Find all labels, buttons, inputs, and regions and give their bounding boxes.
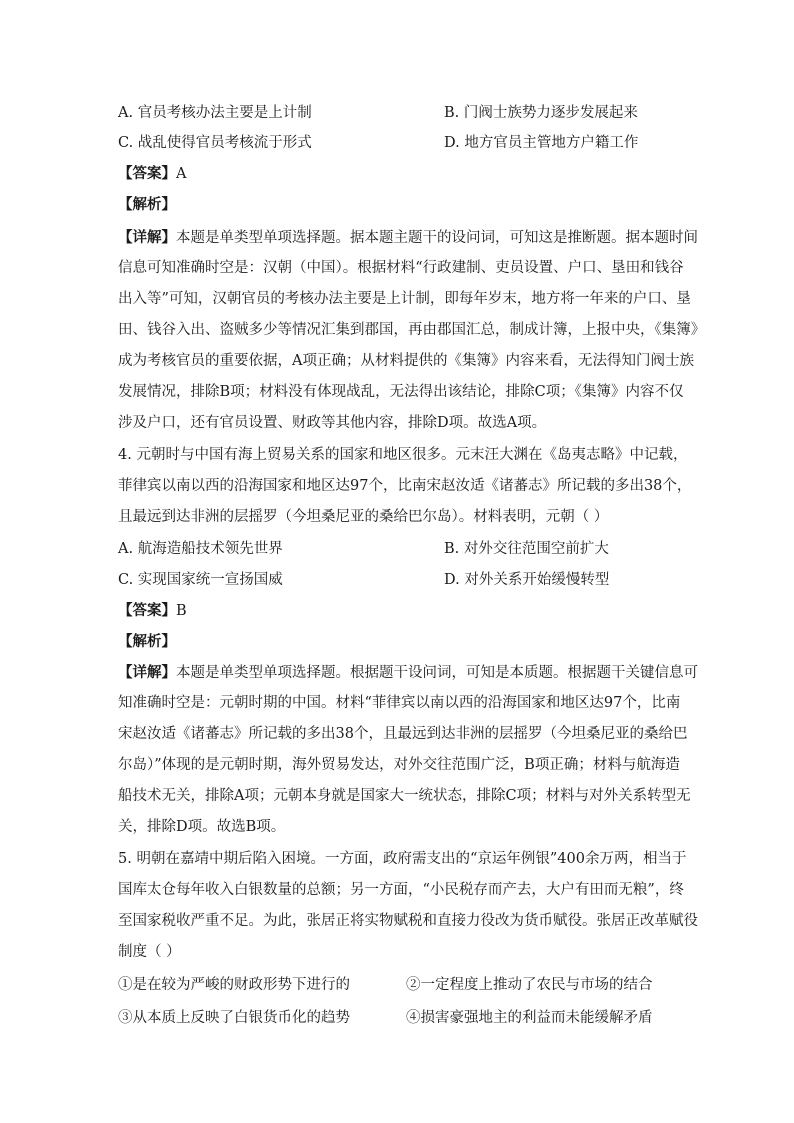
answer-tag: 【答案】: [118, 165, 176, 182]
q4-option-b[interactable]: B. 对外交往范围空前扩大: [444, 541, 609, 557]
analysis-tag: 【解析】: [118, 196, 176, 213]
explanation-line: 发展情况，排除B项；材料没有体现战乱，无法得出该结论，排除C项；《集簿》内容不仅: [118, 384, 684, 400]
stem-line: 国库太仓每年收入白银数量的总额；另一方面，“小民税存而产去，大户有田而无粮”，终: [118, 882, 684, 898]
detail-tag: 【详解】: [118, 229, 176, 246]
detail-tag: 【详解】: [118, 664, 176, 681]
q4-analysis-heading: [118, 632, 176, 652]
q5-item-3[interactable]: ③从本质上反映了白银货币化的趋势: [118, 1010, 350, 1026]
explanation-line: 宋赵汝适《诸蕃志》所记载的多出38个，且最远到达非洲的层摇罗（今坦桑尼亚的桑给巴: [118, 726, 688, 742]
explanation-line: 关，排除D项。故选B项。: [118, 819, 286, 835]
q4-stem: [118, 440, 692, 533]
q3-option-c[interactable]: C. 战乱使得官员考核流于形式: [118, 135, 312, 151]
q5-item-2[interactable]: ②一定程度上推动了农民与市场的结合: [406, 977, 653, 993]
q4-option-c[interactable]: C. 实现国家统一宣扬国威: [118, 572, 283, 588]
analysis-tag: 【解析】: [118, 633, 176, 650]
stem-line: 5. 明朝在嘉靖中期后陷入困境。一方面，政府需支出的“京运年例银”400余万两，相当于: [118, 851, 687, 867]
stem-line: 且最远到达非洲的层摇罗（今坦桑尼亚的桑给巴尔岛）。材料表明，元朝（ ）: [118, 509, 609, 525]
stem-line: 制度（ ）: [118, 944, 181, 960]
explanation-line: 知准确时空是：元朝时期的中国。材料“菲律宾以南以西的沿海国家和地区达97个，比南: [118, 695, 681, 711]
q3-answer: [118, 164, 186, 184]
stem-line: 菲律宾以南以西的沿海国家和地区达97个，比南宋赵汝适《诸蕃志》所记载的多出38个，: [118, 478, 692, 494]
explanation-line: 信息可知准确时空是：汉朝（中国）。根据材料“行政建制、吏员设置、户口、垦田和钱谷: [118, 260, 684, 276]
q4-explanation: [118, 657, 698, 843]
q5-item-1[interactable]: ①是在较为严峻的财政形势下进行的: [118, 977, 350, 993]
q3-analysis-heading: [118, 195, 176, 215]
explanation-line: 【详解】本题是单类型单项选择题。据本题主题干的设问词，可知这是推断题。据本题时间: [118, 229, 698, 246]
answer-value: B: [176, 603, 187, 619]
answer-tag: 【答案】: [118, 602, 176, 619]
explanation-line: 船技术无关，排除A项；元朝本身就是国家大一统状态，排除C项；材料与对外关系转型无: [118, 788, 691, 804]
q3-option-d[interactable]: D. 地方官员主管地方户籍工作: [444, 135, 639, 151]
q5-item-4[interactable]: ④损害豪强地主的利益而未能缓解矛盾: [406, 1010, 653, 1026]
answer-value: A: [176, 166, 187, 182]
explanation-line: 成为考核官员的重要依据，A项正确；从材料提供的《集簿》内容来看，无法得知门阀士族: [118, 353, 694, 369]
q4-answer: [118, 601, 187, 621]
q5-stem: [118, 844, 698, 968]
q4-option-a[interactable]: A. 航海造船技术领先世界: [118, 541, 283, 557]
explanation-line: 【详解】本题是单类型单项选择题。根据题干设问词，可知是本质题。根据题干关键信息可: [118, 664, 698, 681]
explanation-line: 出入等”可知，汉朝官员的考核办法主要是上计制，即每年岁末，地方将一年来的户口、垦: [118, 291, 691, 307]
explanation-line: 田、钱谷入出、盗贼多少等情况汇集到郡国，再由郡国汇总，制成计簿，上报中央，《集簿》: [118, 322, 706, 338]
q3-option-a[interactable]: A. 官员考核办法主要是上计制: [118, 105, 312, 121]
explanation-line: 涉及户口，还有官员设置、财政等其他内容，排除D项。故选A项。: [118, 415, 547, 431]
q4-option-d[interactable]: D. 对外关系开始缓慢转型: [444, 572, 610, 588]
stem-line: 至国家税收严重不足。为此，张居正将实物赋税和直接力役改为货币赋役。张居正改革赋役: [118, 913, 698, 929]
stem-line: 4. 元朝时与中国有海上贸易关系的国家和地区很多。元末汪大渊在《岛夷志略》中记载，: [118, 447, 688, 463]
q3-option-b[interactable]: B. 门阀士族势力逐步发展起来: [444, 105, 638, 121]
explanation-line: 尔岛）”体现的是元朝时期，海外贸易发达，对外交往范围广泛，B项正确；材料与航海造: [118, 757, 680, 773]
q3-explanation: [118, 222, 706, 439]
